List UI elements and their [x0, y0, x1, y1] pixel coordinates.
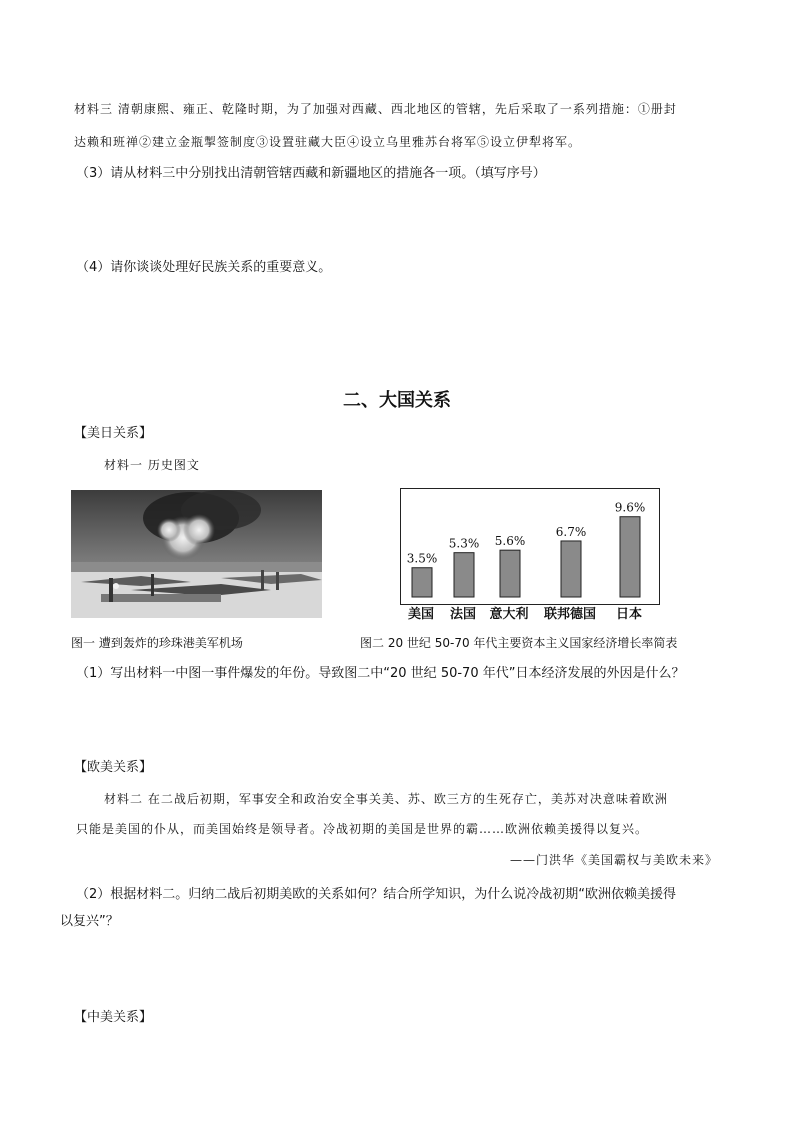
bar-0 — [412, 568, 432, 597]
section-title: 二、大国关系 — [343, 390, 451, 411]
category-label-0: 美国 — [407, 607, 435, 622]
bar-value-label-2: 5.6% — [494, 534, 526, 549]
question-3: （3）请从材料三中分别找出清朝管辖西藏和新疆地区的措施各一项。（填写序号） — [76, 166, 546, 181]
pearl-harbor-photo — [71, 490, 322, 618]
bar-3 — [561, 541, 581, 597]
material2-line2: 只能是美国的仆从，而美国始终是领导者。冷战初期的美国是世界的霸……欧洲依赖美援得以复兴。 — [76, 822, 649, 836]
question-2-line2: 以复兴”？ — [60, 914, 119, 929]
growth-rate-chart — [400, 488, 660, 605]
question-1: （1）写出材料一中图一事件爆发的年份。导致图二中“20 世纪 50-70 年代”日本经济发展的外因是什么？ — [76, 666, 685, 681]
category-label-1: 法国 — [449, 607, 477, 622]
material3-line1: 材料三 清朝康熙、雍正、乾隆时期，为了加强对西藏、西北地区的管辖，先后采取了一系列措施：①册封 — [74, 102, 677, 116]
question-2-line1: （2）根据材料二。归纳二战后初期美欧的关系如何？结合所学知识，为什么说冷战初期“欧洲依赖美援得 — [76, 887, 677, 902]
bar-value-label-0: 3.5% — [406, 551, 438, 566]
growth-rate-chart-plot — [401, 489, 659, 604]
china-us-label: 【中美关系】 — [74, 1010, 153, 1025]
figure2-caption: 图二 20 世纪 50-70 年代主要资本主义国家经济增长率简表 — [360, 636, 678, 650]
category-label-3: 联邦德国 — [543, 607, 597, 622]
material1-title: 材料一 历史图文 — [104, 458, 200, 472]
bar-value-label-1: 5.3% — [448, 536, 480, 551]
figure1-caption: 图一 遭到轰炸的珍珠港美军机场 — [71, 636, 243, 650]
category-label-2: 意大利 — [489, 607, 529, 622]
material3-line2: 达赖和班禅②建立金瓶掣签制度③设置驻藏大臣④设立乌里雅苏台将军⑤设立伊犁将军。 — [74, 135, 582, 149]
us-japan-label: 【美日关系】 — [74, 426, 153, 441]
bar-value-label-3: 6.7% — [555, 524, 587, 539]
material2-source: ——门洪华《美国霸权与美欧未来》 — [509, 853, 718, 867]
material2-line1: 材料二 在二战后初期，军事安全和政治安全事关美、苏、欧三方的生死存亡，美苏对决意味着欧洲 — [104, 792, 668, 806]
chart-category-axis — [398, 602, 660, 624]
bar-4 — [620, 517, 640, 597]
question-4: （4）请你谈谈处理好民族关系的重要意义。 — [76, 260, 332, 275]
us-europe-label: 【欧美关系】 — [74, 760, 153, 775]
bar-2 — [500, 550, 520, 597]
bar-1 — [454, 553, 474, 597]
bar-value-label-4: 9.6% — [614, 500, 646, 515]
category-label-4: 日本 — [615, 607, 643, 622]
